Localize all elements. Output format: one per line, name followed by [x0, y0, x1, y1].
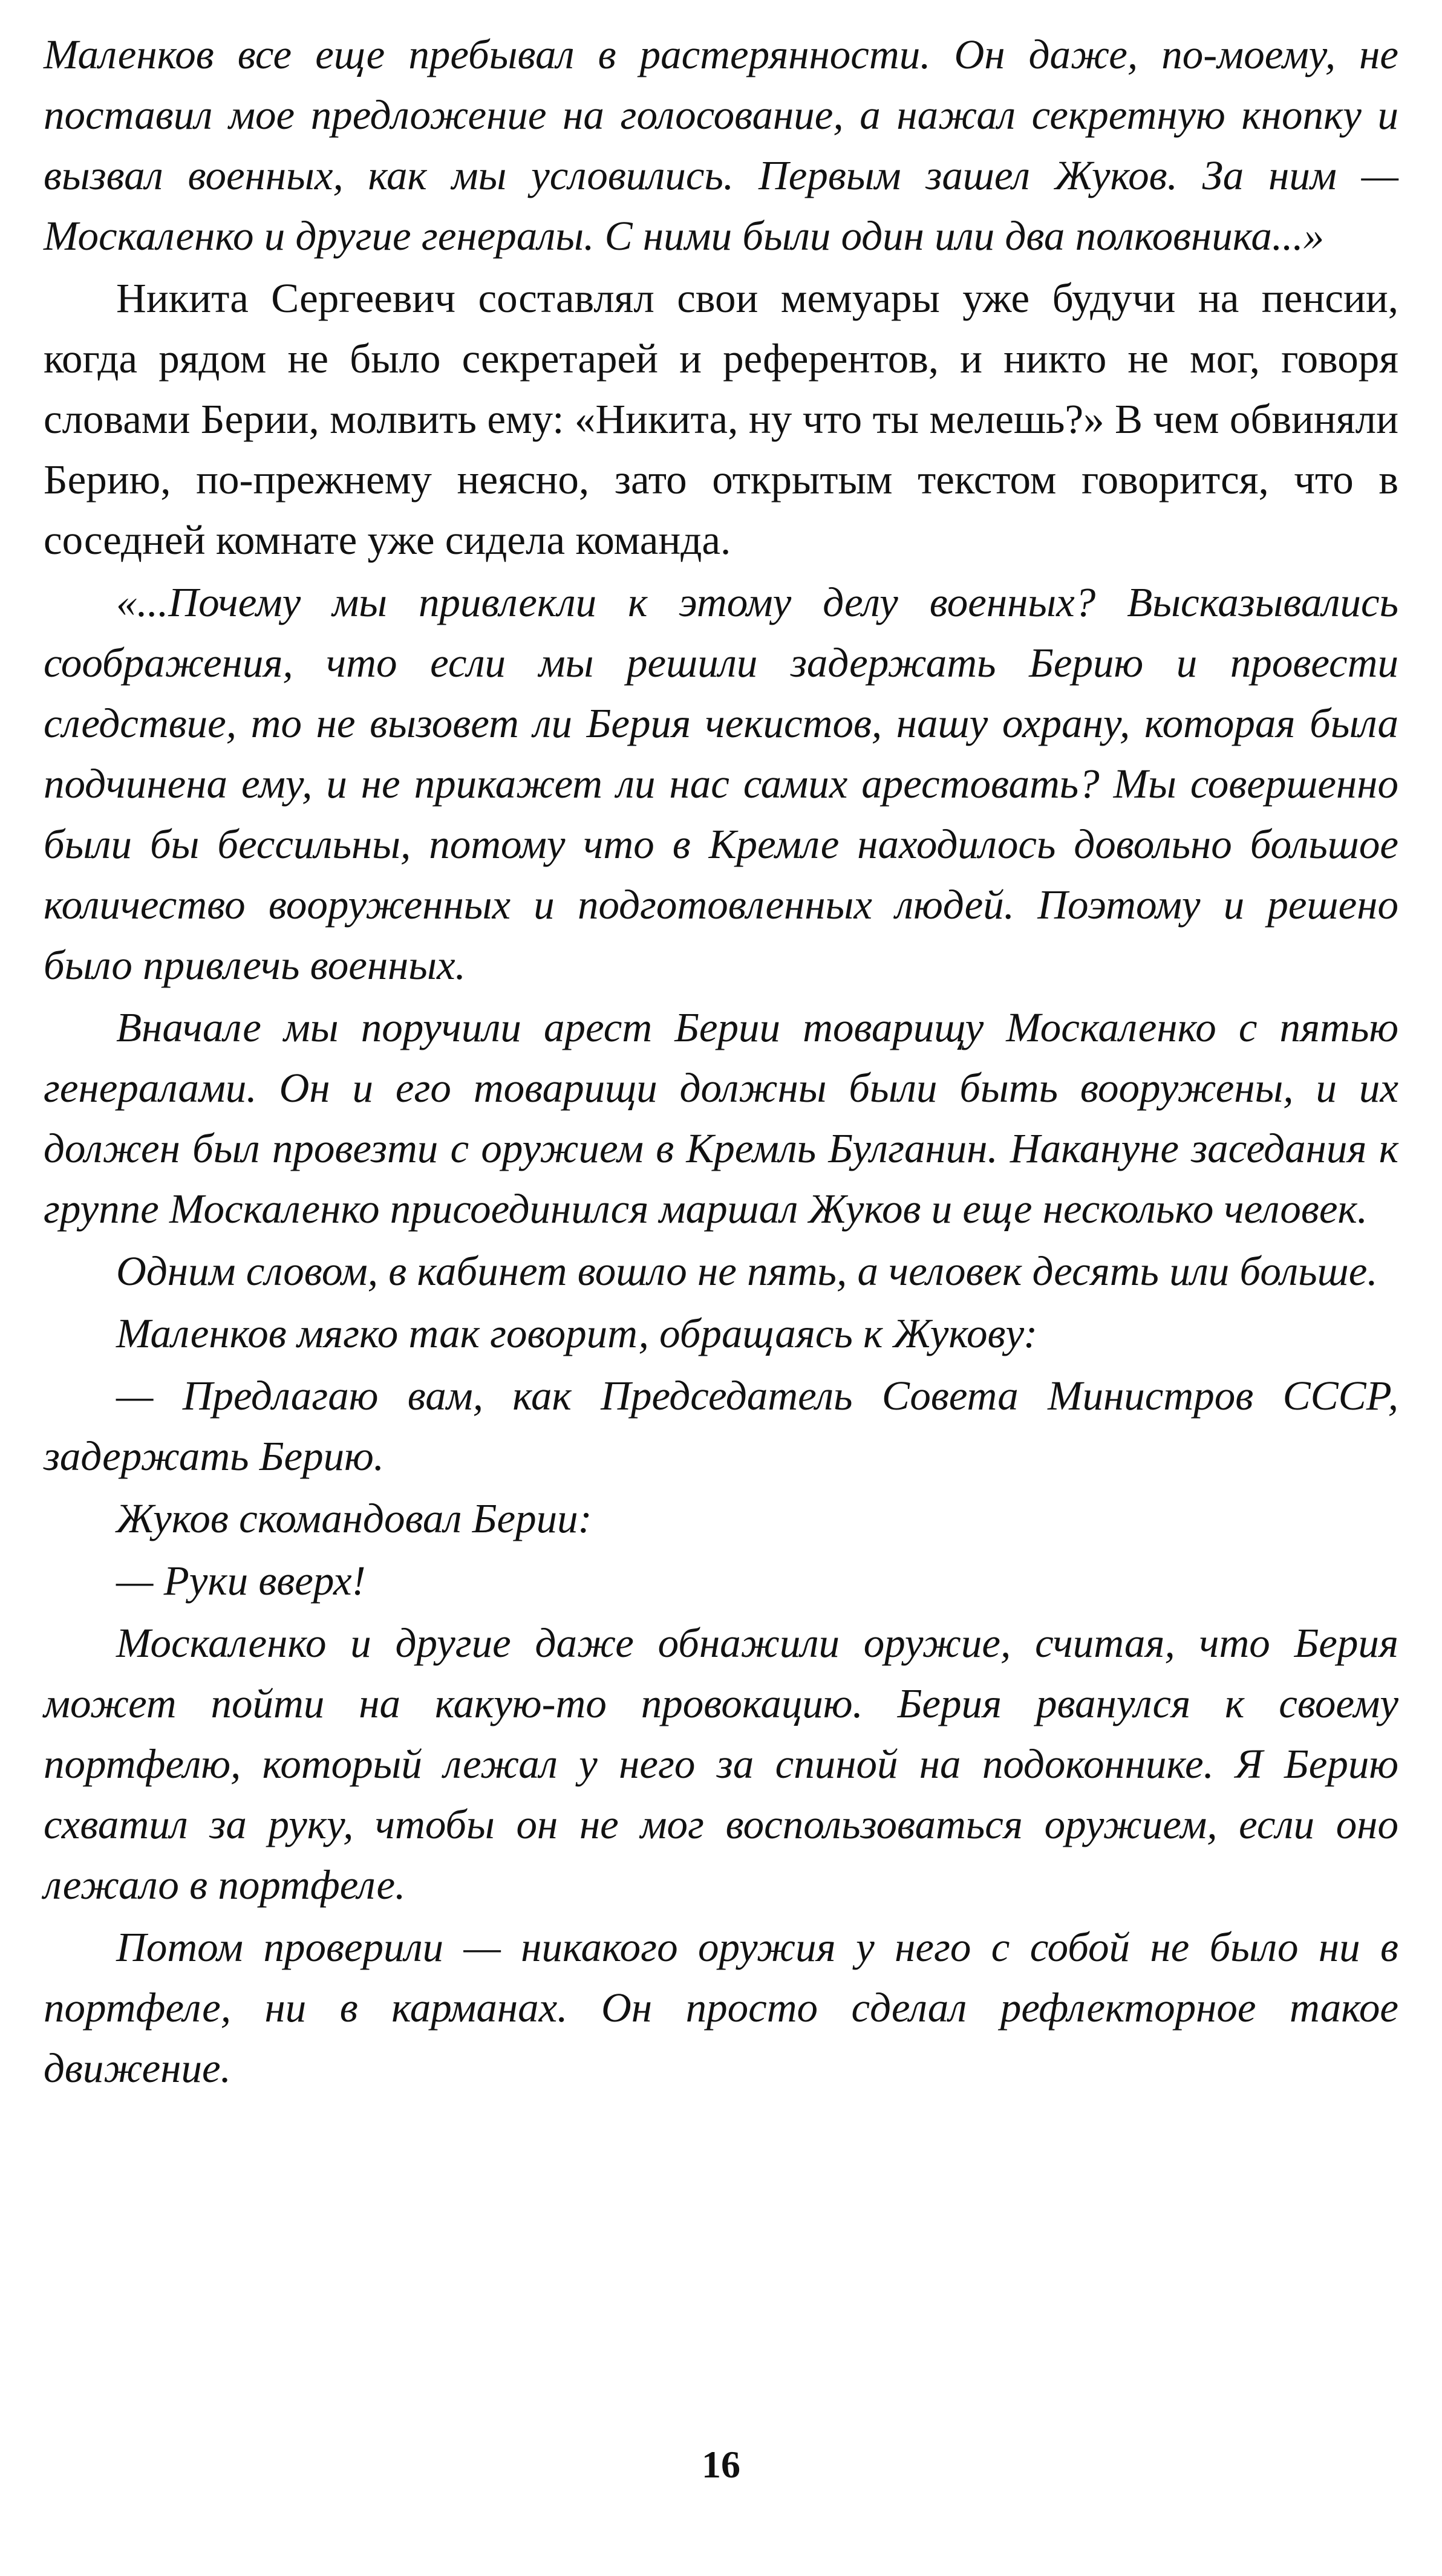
paragraph-why-military: «...Почему мы привлекли к этому делу военных? Высказывались соображения, что если мы решили задержать Берию и провести следствие, то не вызовет ли Берия чекистов, нашу охрану, которая была подчинена ему, и не прикажет ли нас самих арестовать? Мы совершенно были бы бессильны, потому что в Кремле находилось довольно большое количество вооруженных и подготовленных людей. Поэтому и решено было привлечь военных.: [44, 579, 1398, 988]
paragraph-ten-people: Одним словом, в кабинет вошло не пять, а человек десять или больше.: [116, 1248, 1378, 1294]
paragraph-weapons-drawn: Москаленко и другие даже обнажили оружие, считая, что Берия может пойти на какую-то провокацию. Берия рванулся к своему портфелю, который лежал у него за спиной на подоконнике. Я Берию схватил за руку, чтобы он не мог воспользоваться оружием, если оно лежало в портфеле.: [44, 1620, 1398, 1908]
paragraph-malenkov-speaks: Маленков мягко так говорит, обращаясь к Жукову:: [116, 1310, 1038, 1356]
paragraph-malenkov-confusion: Маленков все еще пребывал в растерянности. Он даже, по-моему, не поставил мое предложение на голосование, а нажал секретную кнопку и вызвал военных, как мы условились. Первым зашел Жуков. За ним — Москаленко и другие генералы. С ними были один или два полковника...»: [44, 31, 1398, 259]
paragraph-hands-up: — Руки вверх!: [116, 1558, 366, 1604]
paragraph-proposal-quote: — Предлагаю вам, как Председатель Совета Министров СССР, задержать Берию.: [44, 1373, 1398, 1479]
paragraph-arrest-assignment: Вначале мы поручили арест Берии товарищу Москаленко с пятью генералами. Он и его товарищи должны были быть вооружены, и их должен был провезти с оружием в Кремль Булганин. Накануне заседания к группе Москаленко присоединился маршал Жуков и еще несколько человек.: [44, 1004, 1398, 1232]
paragraph-memoirs-commentary: Никита Сергеевич составлял свои мемуары уже будучи на пенсии, когда рядом не было секретарей и референтов, и никто не мог, говоря словами Берии, молвить ему: «Никита, ну что ты мелешь?» В чем обвиняли Берию, по-прежнему неясно, зато открытым текстом говорится, что в соседней комнате уже сидела команда.: [44, 275, 1398, 563]
paragraph-no-weapon: Потом проверили — никакого оружия у него с собой не было ни в портфеле, ни в карманах. Он просто сделал рефлекторное такое движение.: [44, 1924, 1398, 2091]
paragraph-zhukov-command: Жуков скомандовал Берии:: [116, 1495, 592, 1541]
page-number: 16: [702, 2443, 740, 2486]
book-page: [44, 24, 1398, 2098]
